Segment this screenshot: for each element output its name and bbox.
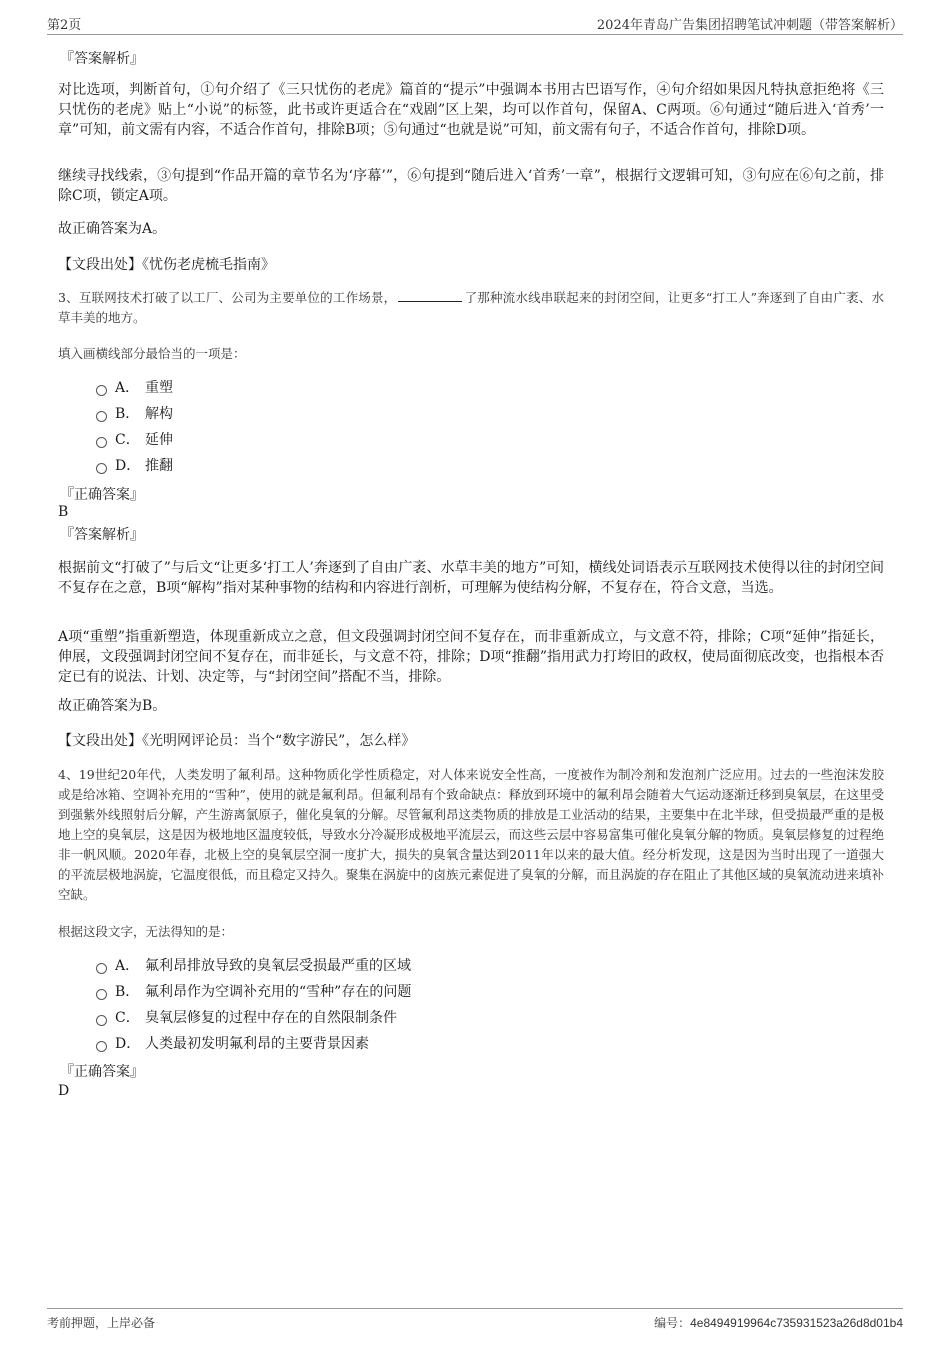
document-code bbox=[654, 1314, 903, 1331]
radio-icon[interactable] bbox=[96, 385, 107, 396]
analysis-paragraph: 对比选项，判断首句，①句介绍了《三只忧伤的老虎》篇首的“提示”中强调本书用古巴语写作，④句介绍如果因凡特执意拒绝将《三只忧伤的老虎》贴上“小说”的标签，此书或许更适合在“戏剧”区上架，均可以作首句，保留A、C两项。⑥句通过“随后进入‘首秀’一章”可知，前文需有内容，不适合作首句，排除B项；⑤句通过“也就是说”可知，前文需有句子，不适合作首句，排除D项。 bbox=[58, 82, 884, 138]
option-text: 人类最初发明氟利昂的主要背景因素 bbox=[145, 1036, 369, 1052]
radio-icon[interactable] bbox=[96, 437, 107, 448]
question-3-prompt: 填入画横线部分最恰当的一项是： bbox=[58, 346, 246, 361]
option-d[interactable] bbox=[96, 1034, 369, 1054]
option-b[interactable] bbox=[96, 982, 411, 1002]
correct-answer-label: 『正确答案』 bbox=[60, 1064, 144, 1080]
option-text: 解构 bbox=[145, 406, 173, 422]
option-c[interactable] bbox=[96, 1008, 397, 1028]
question-3-stem-before: 3、互联网技术打破了以工厂、公司为主要单位的工作场景， bbox=[58, 290, 397, 305]
document-title: 2024年青岛广告集团招聘笔试冲刺题（带答案解析） bbox=[596, 18, 903, 33]
option-text: 延伸 bbox=[145, 432, 173, 448]
option-c[interactable] bbox=[96, 430, 173, 450]
correct-answer-label: 『正确答案』 bbox=[60, 487, 144, 503]
question-4-prompt: 根据这段文字，无法得知的是： bbox=[58, 924, 234, 939]
footer-note: 考前押题，上岸必备 bbox=[47, 1316, 156, 1330]
page-number: 第2页 bbox=[47, 18, 82, 33]
answer-conclusion: 故正确答案为A。 bbox=[58, 221, 167, 237]
question-3-stem bbox=[58, 288, 884, 328]
analysis-paragraph: 根据前文“打破了”与后文“让更多‘打工人’奔逐到了自由广袤、水草丰美的地方”可知，横线处词语表示互联网技术使得以往的封闭空间不复存在之意，B项“解构”指对某种事物的结构和内容进行剖析，可理解为使结构分解，不复存在，符合文意，当选。 bbox=[58, 560, 884, 596]
option-text: 氟利昂作为空调补充用的“雪种”存在的问题 bbox=[145, 984, 412, 1000]
radio-icon[interactable] bbox=[96, 463, 107, 474]
option-text: 臭氧层修复的过程中存在的自然限制条件 bbox=[145, 1010, 397, 1026]
radio-icon[interactable] bbox=[96, 1015, 107, 1026]
option-d[interactable] bbox=[96, 456, 173, 476]
answer-conclusion: 故正确答案为B。 bbox=[58, 698, 167, 714]
radio-icon[interactable] bbox=[96, 411, 107, 422]
option-letter: C． bbox=[115, 1010, 140, 1026]
option-text: 重塑 bbox=[145, 380, 173, 396]
source-citation: 【文段出处】《忧伤老虎梳毛指南》 bbox=[58, 257, 275, 273]
page-header bbox=[47, 12, 903, 35]
analysis-paragraph: 继续寻找线索，③句提到“作品开篇的章节名为‘序幕’”，⑥句提到“随后进入‘首秀’一章”，根据行文逻辑可知，③句应在⑥句之前，排除C项，锁定A项。 bbox=[58, 168, 884, 204]
analysis-label: 『答案解析』 bbox=[60, 527, 144, 543]
page-footer bbox=[47, 1308, 903, 1333]
correct-answer: B bbox=[58, 504, 69, 520]
code-label: 编号： bbox=[654, 1316, 691, 1330]
option-text: 氟利昂排放导致的臭氧层受损最严重的区域 bbox=[145, 958, 411, 974]
source-citation: 【文段出处】《光明网评论员：当个“数字游民”，怎么样》 bbox=[58, 733, 416, 749]
option-letter: D． bbox=[115, 1036, 141, 1052]
option-letter: A． bbox=[115, 380, 140, 396]
radio-icon[interactable] bbox=[96, 963, 107, 974]
fill-blank bbox=[398, 288, 462, 302]
option-letter: B． bbox=[115, 406, 140, 422]
analysis-paragraph: A项“重塑”指重新塑造，体现重新成立之意，但文段强调封闭空间不复存在，而非重新成立，与文意不符，排除；C项“延伸”指延长，伸展，文段强调封闭空间不复存在，而非延长，与文意不符，排除；D项“推翻”指用武力打垮旧的政权，使局面彻底改变，也指根本否定已有的说法、计划、决定等，与“封闭空间”搭配不当，排除。 bbox=[58, 629, 884, 685]
option-letter: B． bbox=[115, 984, 140, 1000]
code-value: 4e8494919964c735931523a26d8d01b4 bbox=[690, 1316, 903, 1330]
option-a[interactable] bbox=[96, 378, 173, 398]
question-3-stem-after: 了那种流水线串联起来的封闭空间，让更多“打工人”奔逐到了自由广袤、水草丰美的地方。 bbox=[58, 290, 884, 325]
option-a[interactable] bbox=[96, 956, 411, 976]
option-text: 推翻 bbox=[145, 458, 173, 474]
radio-icon[interactable] bbox=[96, 1041, 107, 1052]
analysis-label: 『答案解析』 bbox=[60, 51, 144, 67]
option-letter: C． bbox=[115, 432, 140, 448]
option-b[interactable] bbox=[96, 404, 173, 424]
correct-answer: D bbox=[58, 1083, 70, 1099]
option-letter: D． bbox=[115, 458, 141, 474]
option-letter: A． bbox=[115, 958, 140, 974]
radio-icon[interactable] bbox=[96, 989, 107, 1000]
question-4-stem: 4、19世纪20年代，人类发明了氟利昂。这种物质化学性质稳定，对人体来说安全性高，一度被作为制冷剂和发泡剂广泛应用。过去的一些泡沫发胶或是给冰箱、空调补充用的“雪种”，使用的就是氟利昂。但氟利昂有个致命缺点：释放到环境中的氟利昂会随着大气运动逐渐迁移到臭氧层，在这里受到强紫外线照射后分解，产生游离氯原子，催化臭氧的分解。尽管氟利昂这类物质的排放是工业活动的结果，主要集中在北半球，但受损最严重的是极地上空的臭氧层，这是因为极地地区温度较低，导致水分冷凝形成极地平流层云，而这些云层中容易富集可催化臭氧分解的物质。臭氧层修复的过程绝非一帆风顺。2020年春，北极上空的臭氧层空洞一度扩大，损失的臭氧含量达到2011年以来的最大值。经分析发现，这是因为当时出现了一道强大的平流层极地涡旋，它温度很低，而且稳定又持久。聚集在涡旋中的卤族元素促进了臭氧的分解，而且涡旋的存在阻止了其他区域的臭氧流动进来填补空缺。 bbox=[58, 767, 884, 902]
